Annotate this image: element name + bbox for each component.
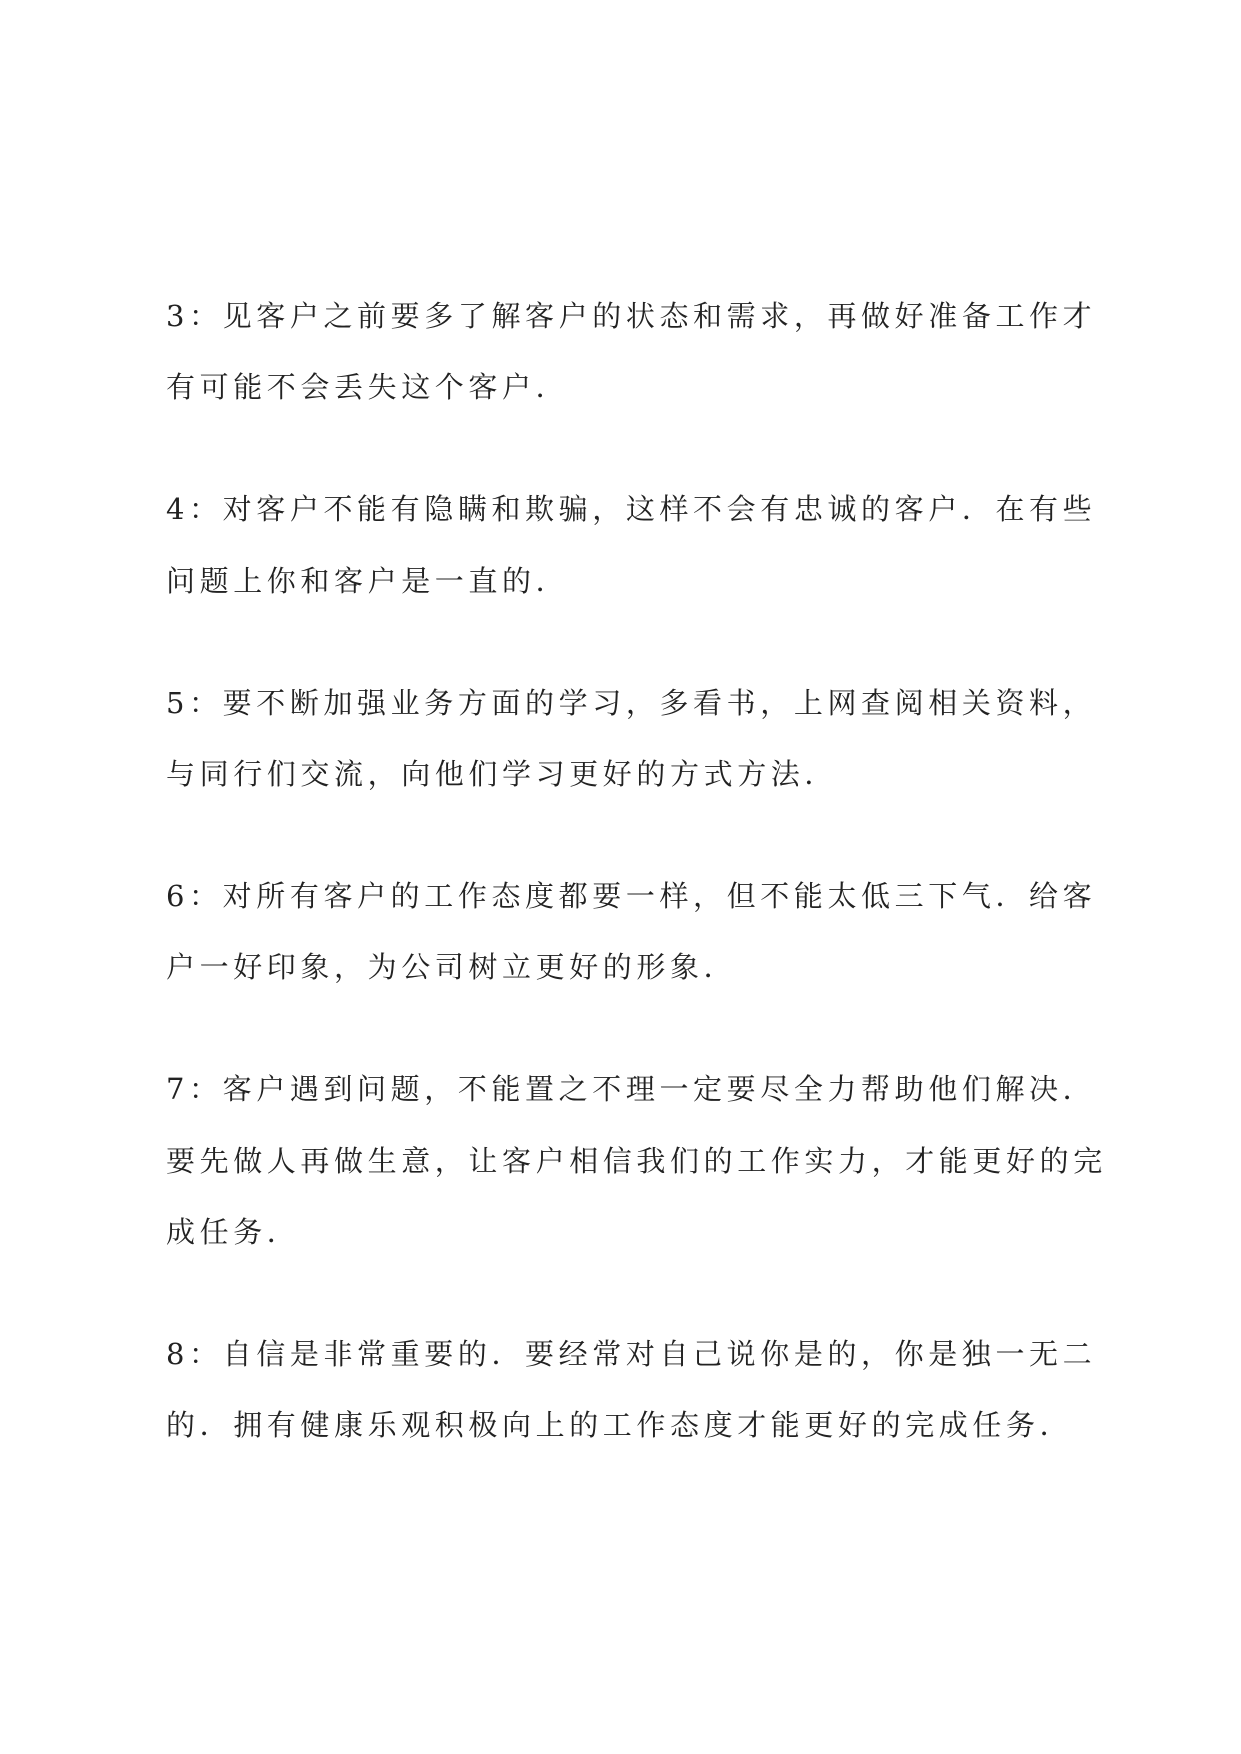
paragraph-8-line-2: 的．拥有健康乐观积极向上的工作态度才能更好的完成任务． <box>166 1408 1074 1442</box>
paragraph-6-line-2: 户一好印象，为公司树立更好的形象． <box>166 950 738 984</box>
paragraph-6-line-1: 6：对所有客户的工作态度都要一样，但不能太低三下气．给客 <box>166 879 1097 913</box>
paragraph-8-line-1: 8：自信是非常重要的．要经常对自己说你是的，你是独一无二 <box>166 1337 1097 1371</box>
paragraph-3-line-2: 有可能不会丢失这个客户． <box>166 370 570 404</box>
paragraph-7-line-3: 成任务． <box>166 1215 301 1249</box>
paragraph-7-line-2: 要先做人再做生意，让客户相信我们的工作实力，才能更好的完 <box>166 1144 1107 1178</box>
paragraph-5-line-2: 与同行们交流，向他们学习更好的方式方法． <box>166 757 839 791</box>
paragraph-3-line-1: 3：见客户之前要多了解客户的状态和需求，再做好准备工作才 <box>166 299 1097 333</box>
paragraph-4-line-2: 问题上你和客户是一直的． <box>166 564 570 598</box>
paragraph-5-line-1: 5：要不断加强业务方面的学习，多看书，上网查阅相关资料， <box>166 686 1097 720</box>
paragraph-4-line-1: 4：对客户不能有隐瞒和欺骗，这样不会有忠诚的客户．在有些 <box>166 492 1097 526</box>
paragraph-7-line-1: 7：客户遇到问题，不能置之不理一定要尽全力帮助他们解决． <box>166 1072 1097 1106</box>
